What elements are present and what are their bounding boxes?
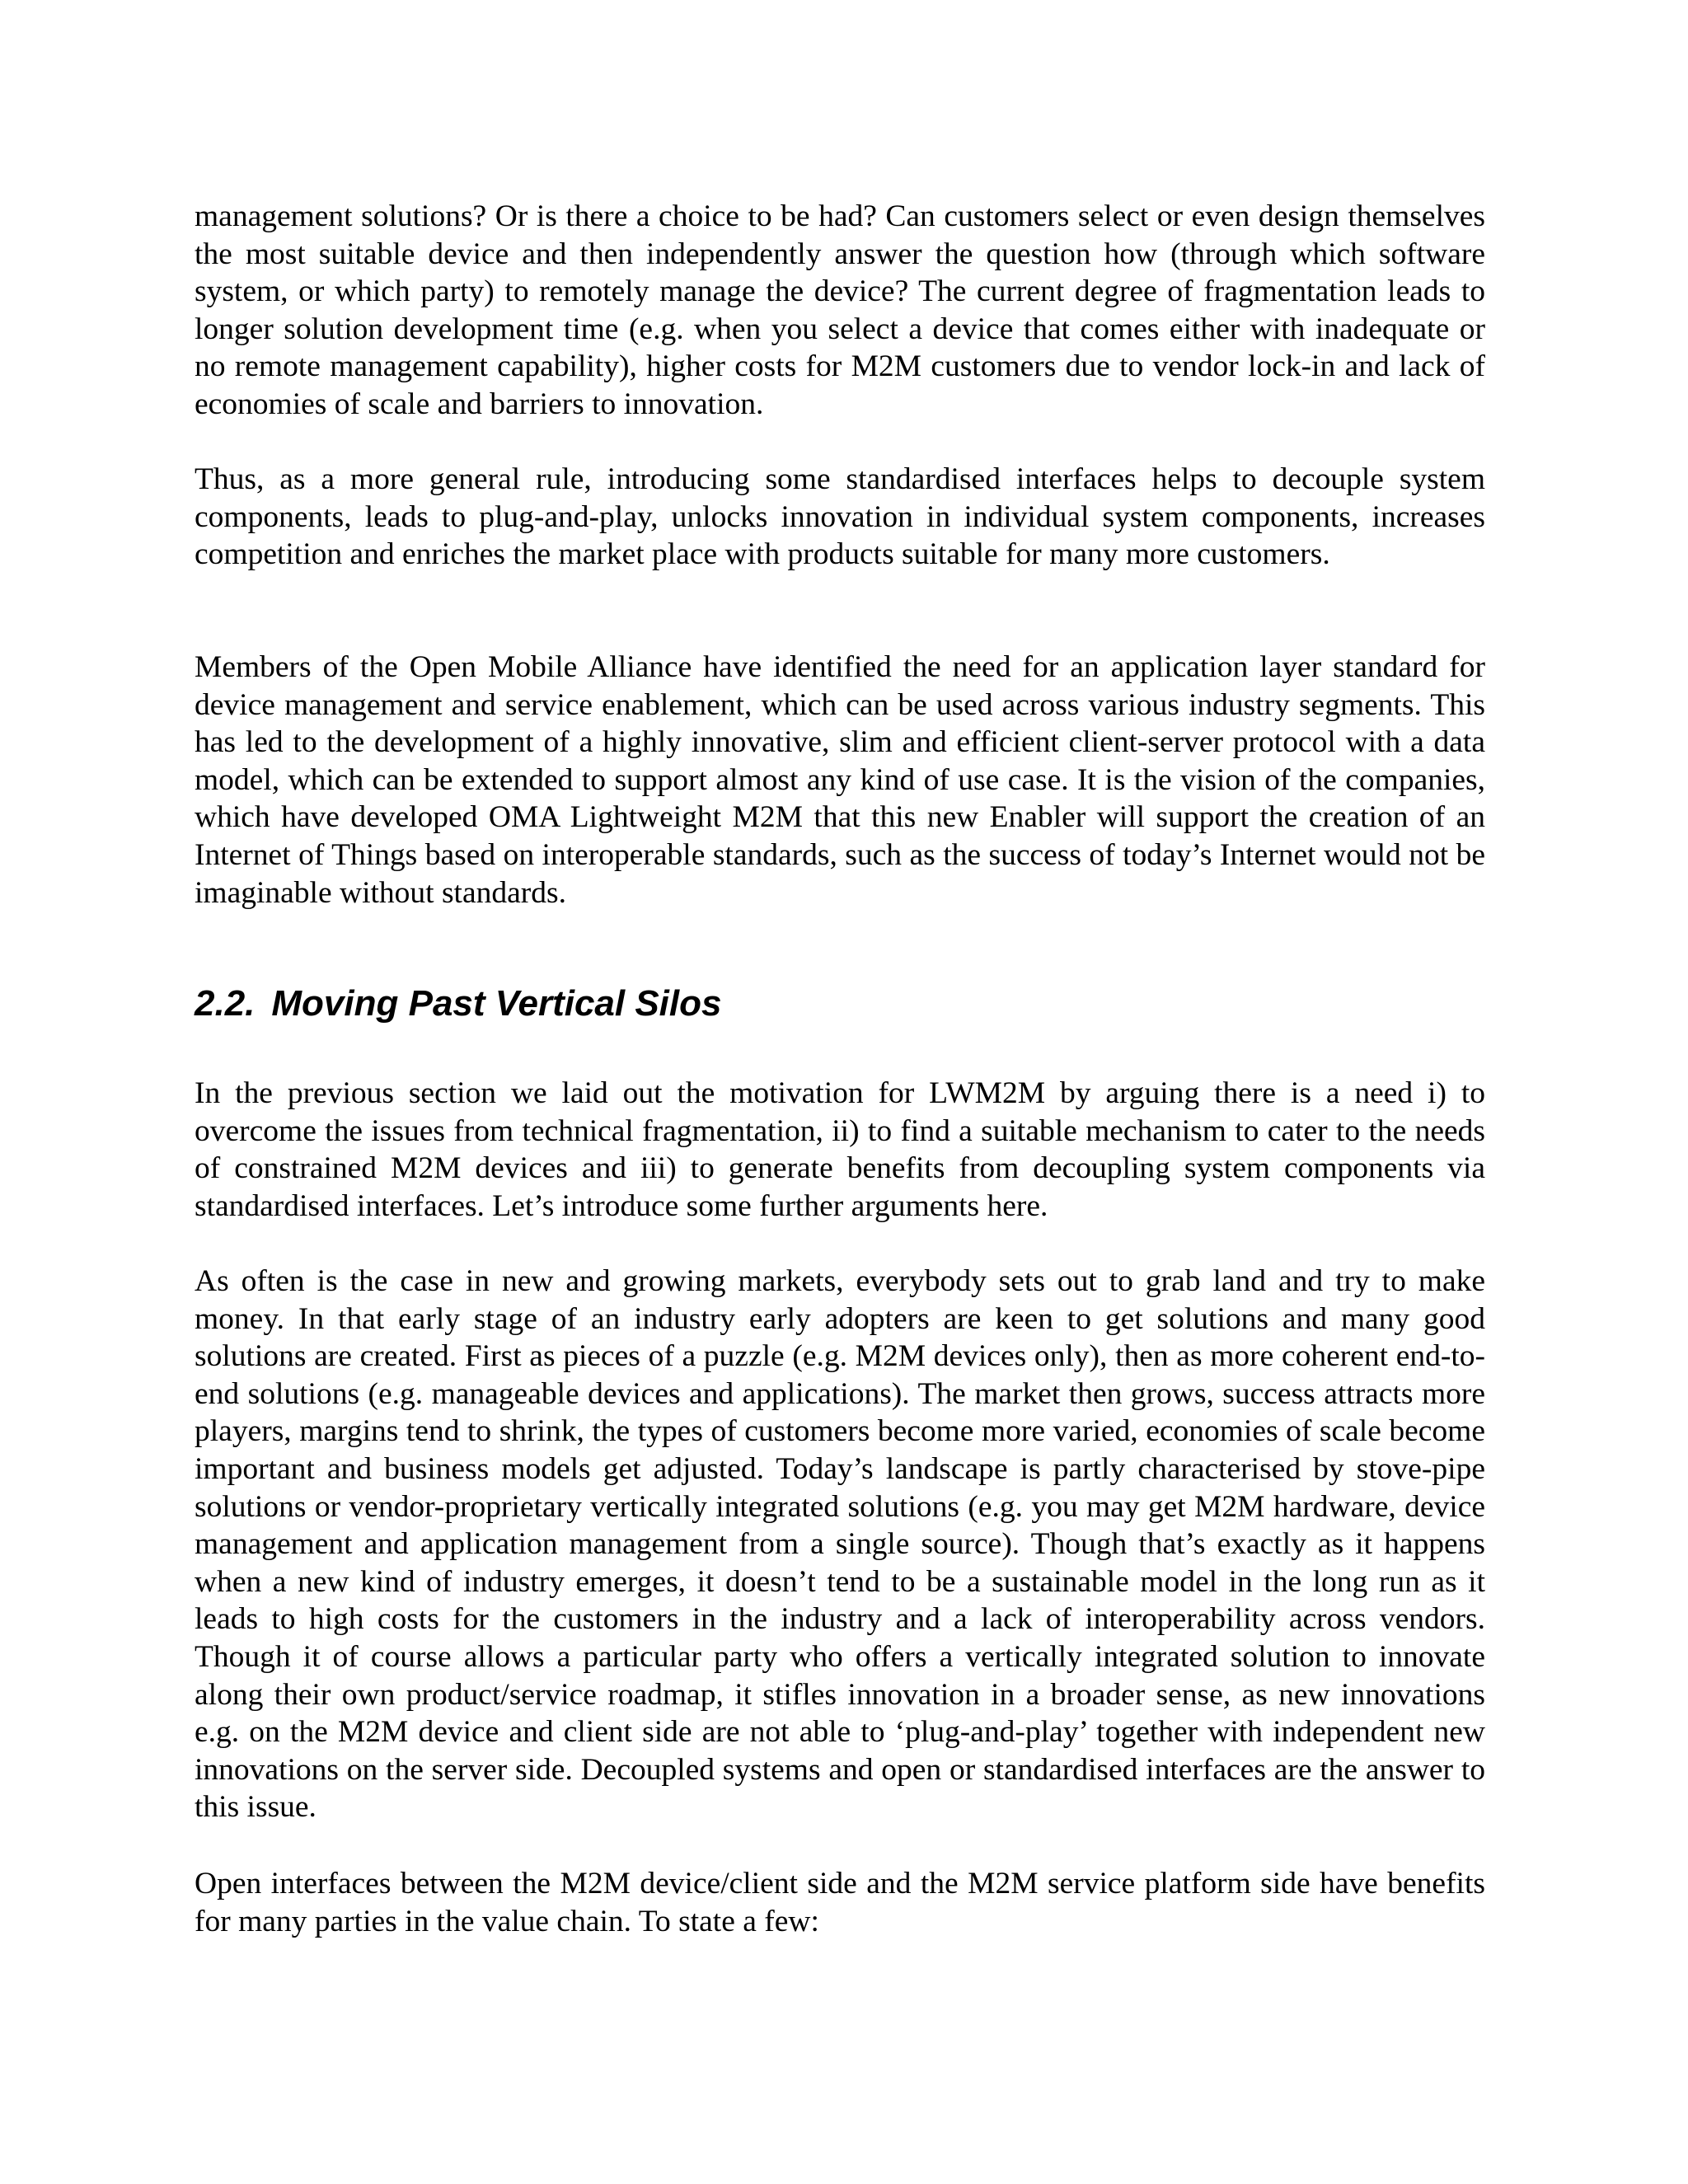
paragraph-open-interfaces-benefits: Open interfaces between the M2M device/client side and the M2M service platform side have benefits for many parties in the value chain. To state a few: [195,1867,1485,1938]
paragraph-lwm2m-motivation: In the previous section we laid out the motivation for LWM2M by arguing there is a need i) to overcome the issues from technical fragmentation, ii) to find a suitable mechanism to cater to the needs of constrained M2M devices and iii) to generate benefits from decoupling system components via standardised interfaces. Let’s introduce some further arguments here. [195,1076,1485,1223]
paragraph-fragmentation-costs: management solutions? Or is there a choice to be had? Can customers select or even design themselves the most suitable device and then independently answer the question how (through which software system, or which party) to remotely manage the device? The current degree of fragmentation leads to longer solution development time (e.g. when you select a device that comes either with inadequate or no remote management capability), higher costs for M2M customers due to vendor lock-in and lack of economies of scale and barriers to innovation. [195,199,1485,421]
section-title: Moving Past Vertical Silos [271,983,722,1024]
section-heading [195,981,1485,1027]
paragraph-vertical-silos: As often is the case in new and growing markets, everybody sets out to grab land and try to make money. In that early stage of an industry early adopters are keen to get solutions and many good solutions are created. First as pieces of a puzzle (e.g. M2M devices only), then as more coherent end-to-end solutions (e.g. manageable devices and applications). The market then grows, success attracts more players, margins tend to shrink, the types of customers become more varied, economies of scale become important and business models get adjusted. Today’s landscape is partly characterised by stove-pipe solutions or vendor-proprietary vertically integrated solutions (e.g. you may get M2M hardware, device management and application management from a single source). Though that’s exactly as it happens when a new kind of industry emerges, it doesn’t tend to be a sustainable model in the long run as it leads to high costs for the customers in the industry and a lack of interoperability across vendors. Though it of course allows a particular party who offers a vertically integrated solution to innovate along their own product/service roadmap, it stifles innovation in a broader sense, as new innovations e.g. on the M2M device and client side are not able to ‘plug-and-play’ together with independent new innovations on the server side. Decoupled systems and open or standardised interfaces are the answer to this issue. [195,1264,1485,1825]
paragraph-open-mobile-alliance: Members of the Open Mobile Alliance have identified the need for an application layer standard for device management and service enablement, which can be used across various industry segments. This has led to the development of a highly innovative, slim and efficient client-server protocol with a data model, which can be extended to support almost any kind of use case. It is the vision of the companies, which have developed OMA Lightweight M2M that this new Enabler will support the creation of an Internet of Things based on interoperable standards, such as the success of today’s Internet would not be imaginable without standards. [195,650,1485,910]
paragraph-standardised-interfaces: Thus, as a more general rule, introducing some standardised interfaces helps to decouple system components, leads to plug-and-play, unlocks innovation in individual system components, increases competition and enriches the market place with products suitable for many more customers. [195,462,1485,572]
section-number: 2.2. [195,983,256,1024]
